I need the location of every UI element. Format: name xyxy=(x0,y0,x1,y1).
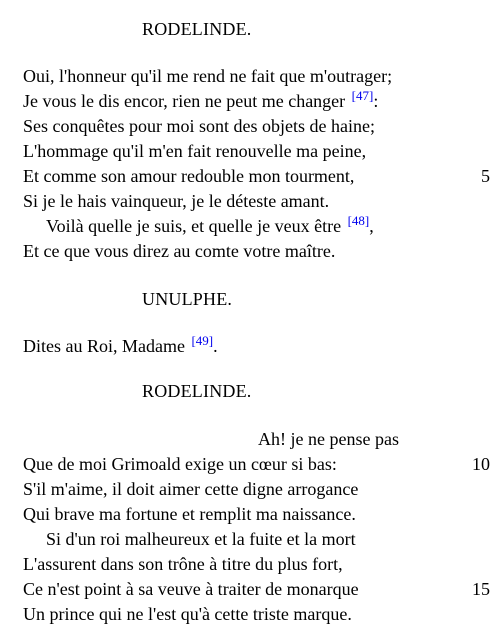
verse-line: Un prince qui ne l'est qu'à cette triste marque. xyxy=(23,604,352,624)
verse-line: Oui, l'honneur qu'il me rend ne fait que m'outrager; xyxy=(23,66,393,86)
verse-line: Et ce que vous direz au comte votre maître. xyxy=(23,241,336,261)
speaker-name: RODELINDE. xyxy=(142,381,252,401)
verse-line: L'assurent dans son trône à titre du plus fort, xyxy=(23,554,343,574)
verse-line: Que de moi Grimoald exige un cœur si bas: xyxy=(23,454,337,474)
speaker-name: RODELINDE. xyxy=(142,19,252,39)
footnote-link-49[interactable]: [49] xyxy=(191,333,214,348)
verse-line: Et comme son amour redouble mon tourment, xyxy=(23,166,355,186)
verse-line xyxy=(46,214,374,240)
verse-line: Si je le hais vainqueur, je le déteste amant. xyxy=(23,191,330,211)
verse-line: Ce n'est point à sa veuve à traiter de monarque xyxy=(23,579,359,599)
verse-line: Qui brave ma fortune et remplit ma naissance. xyxy=(23,504,356,524)
verse-line: Si d'un roi malheureux et la fuite et la mort xyxy=(46,529,356,549)
verse-line: Ses conquêtes pour moi sont des objets de haine; xyxy=(23,116,375,136)
verse-text: Voilà quelle je suis, et quelle je veux être xyxy=(46,216,342,236)
footnote-link-47[interactable]: [47] xyxy=(351,88,374,103)
verse-punctuation: , xyxy=(369,216,374,236)
verse-line xyxy=(23,89,378,115)
verse-line xyxy=(23,334,218,360)
verse-punctuation: : xyxy=(373,91,379,111)
verse-line: S'il m'aime, il doit aimer cette digne arrogance xyxy=(23,479,359,499)
verse-line: L'hommage qu'il m'en fait renouvelle ma peine, xyxy=(23,141,367,161)
verse-punctuation: . xyxy=(213,336,218,356)
verse-text: Dites au Roi, Madame xyxy=(23,336,185,356)
footnote-link-48[interactable]: [48] xyxy=(347,213,370,228)
speaker-name: UNULPHE. xyxy=(142,289,233,309)
line-number: 5 xyxy=(481,166,490,186)
verse-line: Ah! je ne pense pas xyxy=(258,429,399,449)
line-number: 15 xyxy=(472,579,490,599)
verse-text: Je vous le dis encor, rien ne peut me changer xyxy=(23,91,346,111)
line-number: 10 xyxy=(472,454,490,474)
